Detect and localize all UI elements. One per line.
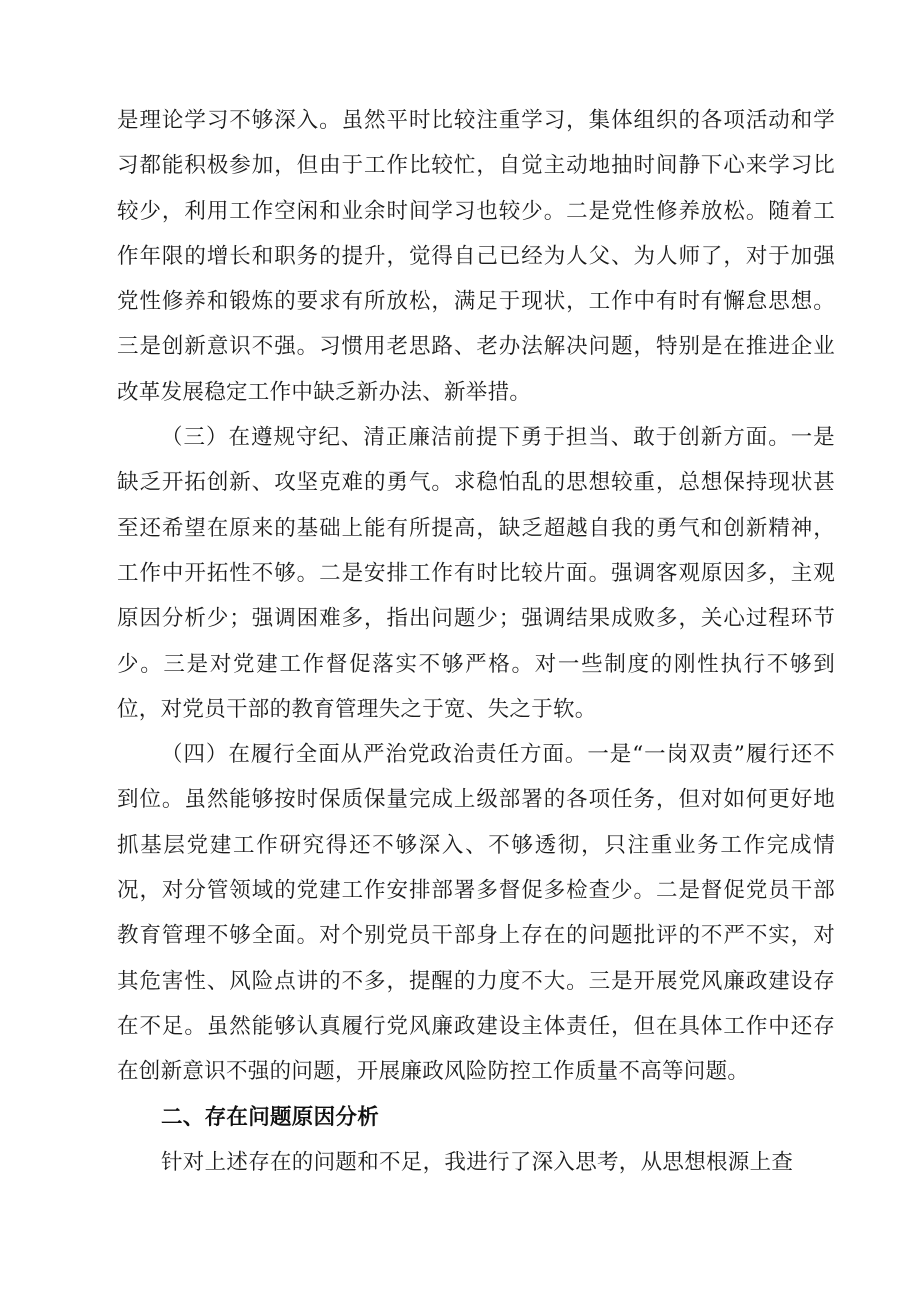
paragraph-section-four: （四）在履行全面从严治党政治责任方面。一是“一岗双责”履行还不到位。虽然能够按时保质保量完成上级部署的各项任务，但对如何更好地抓基层党建工作研究得还不够深入、不够透彻，只注重业务工作完成情况，对分管领域的党建工作安排部署多督促多检查少。二是督促党员干部教育管理不够全面。对个别党员干部身上存在的问题批评的不严不实，对其危害性、风险点讲的不多，提醒的力度不大。三是开展党风廉政建设存在不足。虽然能够认真履行党风廉政建设主体责任，但在具体工作中还存在创新意识不强的问题，开展廉政风险防控工作质量不高等问题。	[117, 742, 835, 1085]
section-heading: 二、存在问题原因分析	[161, 1104, 380, 1130]
paragraph-analysis-intro: 针对上述存在的问题和不足，我进行了深入思考，从思想根源上查	[161, 1149, 794, 1175]
paragraph-section-three: （三）在遵规守纪、清正廉洁前提下勇于担当、敢于创新方面。一是缺乏开拓创新、攻坚克难的勇气。求稳怕乱的思想较重，总想保持现状甚至还希望在原来的基础上能有所提高，缺乏超越自我的勇气和创新精神，工作中开拓性不够。二是安排工作有时比较片面。强调客观原因多，主观原因分析少；强调困难多，指出问题少；强调结果成败多，关心过程环节少。三是对党建工作督促落实不够严格。对一些制度的刚性执行不够到位，对党员干部的教育管理失之于宽、失之于软。	[117, 425, 835, 722]
document-body	[117, 98, 835, 1185]
paragraph-theory-study: 是理论学习不够深入。虽然平时比较注重学习，集体组织的各项活动和学习都能积极参加，但由于工作比较忙，自觉主动地抽时间静下心来学习比较少，利用工作空闲和业余时间学习也较少。二是党性修养放松。随着工作年限的增长和职务的提升，觉得自己已经为人父、为人师了，对于加强党性修养和锻炼的要求有所放松，满足于现状，工作中有时有懈怠思想。三是创新意识不强。习惯用老思路、老办法解决问题，特别是在推进企业改革发展稳定工作中缺乏新办法、新举措。	[117, 108, 835, 405]
